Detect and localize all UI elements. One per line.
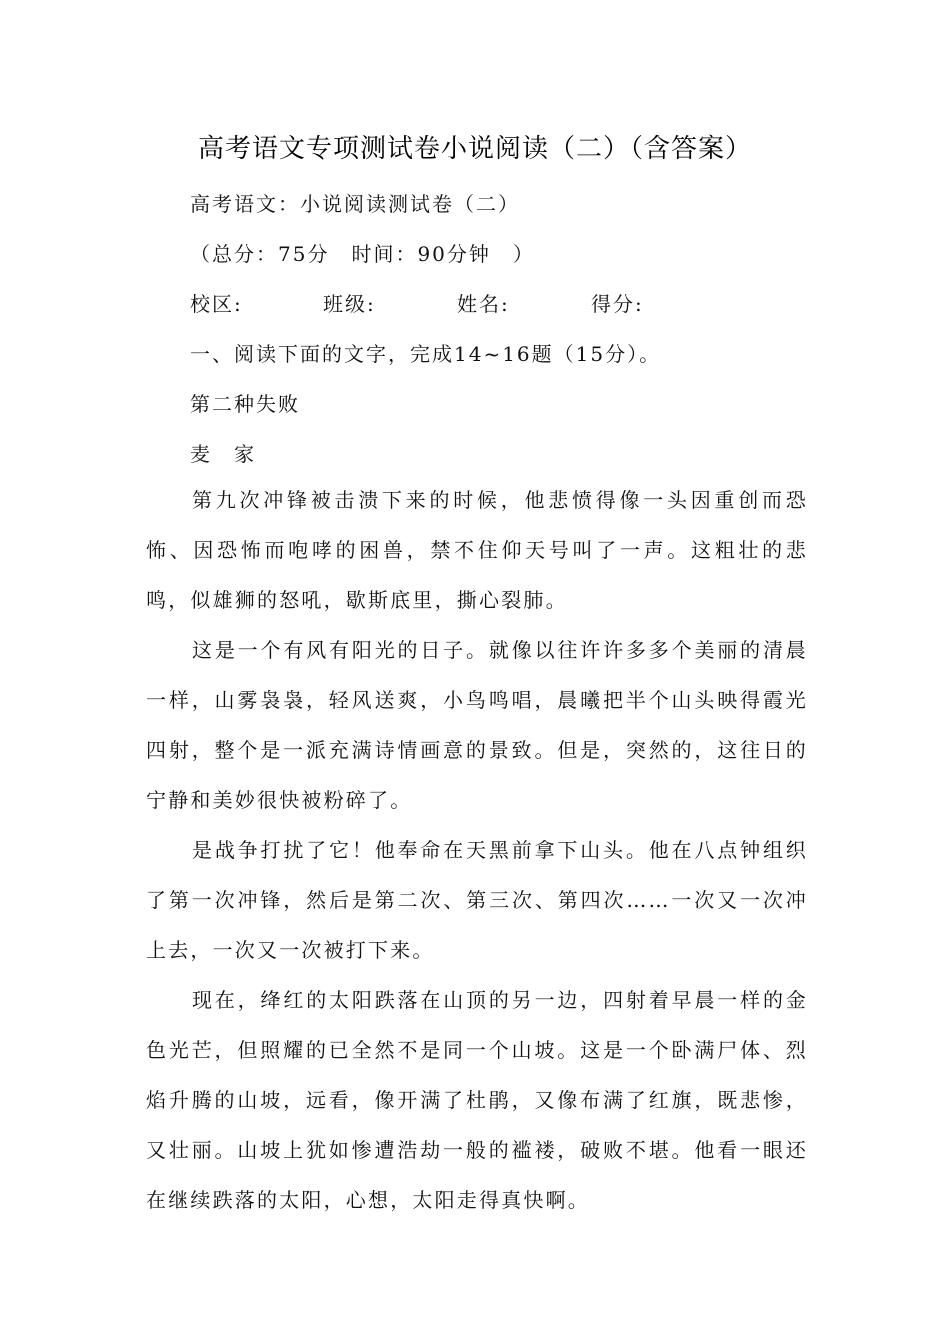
campus-field-label: 校区: — [190, 292, 243, 316]
test-subtitle: 高考语文：小说阅读测试卷（二） — [190, 192, 520, 216]
score-field-label: 得分: — [591, 292, 644, 316]
story-title: 第二种失败 — [190, 392, 300, 416]
score-time-info: （总分：75分 时间：90分钟 ） — [190, 242, 535, 266]
document-title: 高考语文专项测试卷小说阅读（二）（含答案） — [197, 134, 752, 164]
class-field-label: 班级: — [323, 292, 376, 316]
story-paragraph: 这是一个有风有阳光的日子。就像以往许许多多个美丽的清晨一样，山雾袅袅，轻风送爽，小鸟鸣唱，晨曦把半个山头映得霞光四射，整个是一派充满诗情画意的景致。但是，突然的，这往日的宁静和美妙很快被粉碎了。 — [146, 638, 808, 812]
story-author: 麦 家 — [190, 442, 256, 466]
story-paragraph: 第九次冲锋被击溃下来的时候，他悲愤得像一头因重创而恐怖、因恐怖而咆哮的困兽，禁不住仰天号叫了一声。这粗壮的悲鸣，似雄狮的怒吼，歇斯底里，撕心裂肺。 — [146, 488, 808, 612]
name-field-label: 姓名: — [457, 292, 510, 316]
question-instruction: 一、阅读下面的文字，完成14~16题（15分）。 — [190, 342, 662, 366]
story-paragraph: 是战争打扰了它！他奉命在天黑前拿下山头。他在八点钟组织了第一次冲锋，然后是第二次、第三次、第四次……一次又一次冲上去，一次又一次被打下来。 — [146, 838, 808, 962]
story-paragraph: 现在，绛红的太阳跌落在山顶的另一边，四射着早晨一样的金色光芒，但照耀的已全然不是同一个山坡。这是一个卧满尸体、烈焰升腾的山坡，远看，像开满了杜鹃，又像布满了红旗，既悲惨，又壮丽。山坡上犹如惨遭浩劫一般的褴褛，破败不堪。他看一眼还在继续跌落的太阳，心想，太阳走得真快啊。 — [146, 988, 808, 1212]
story-body — [146, 475, 808, 1225]
